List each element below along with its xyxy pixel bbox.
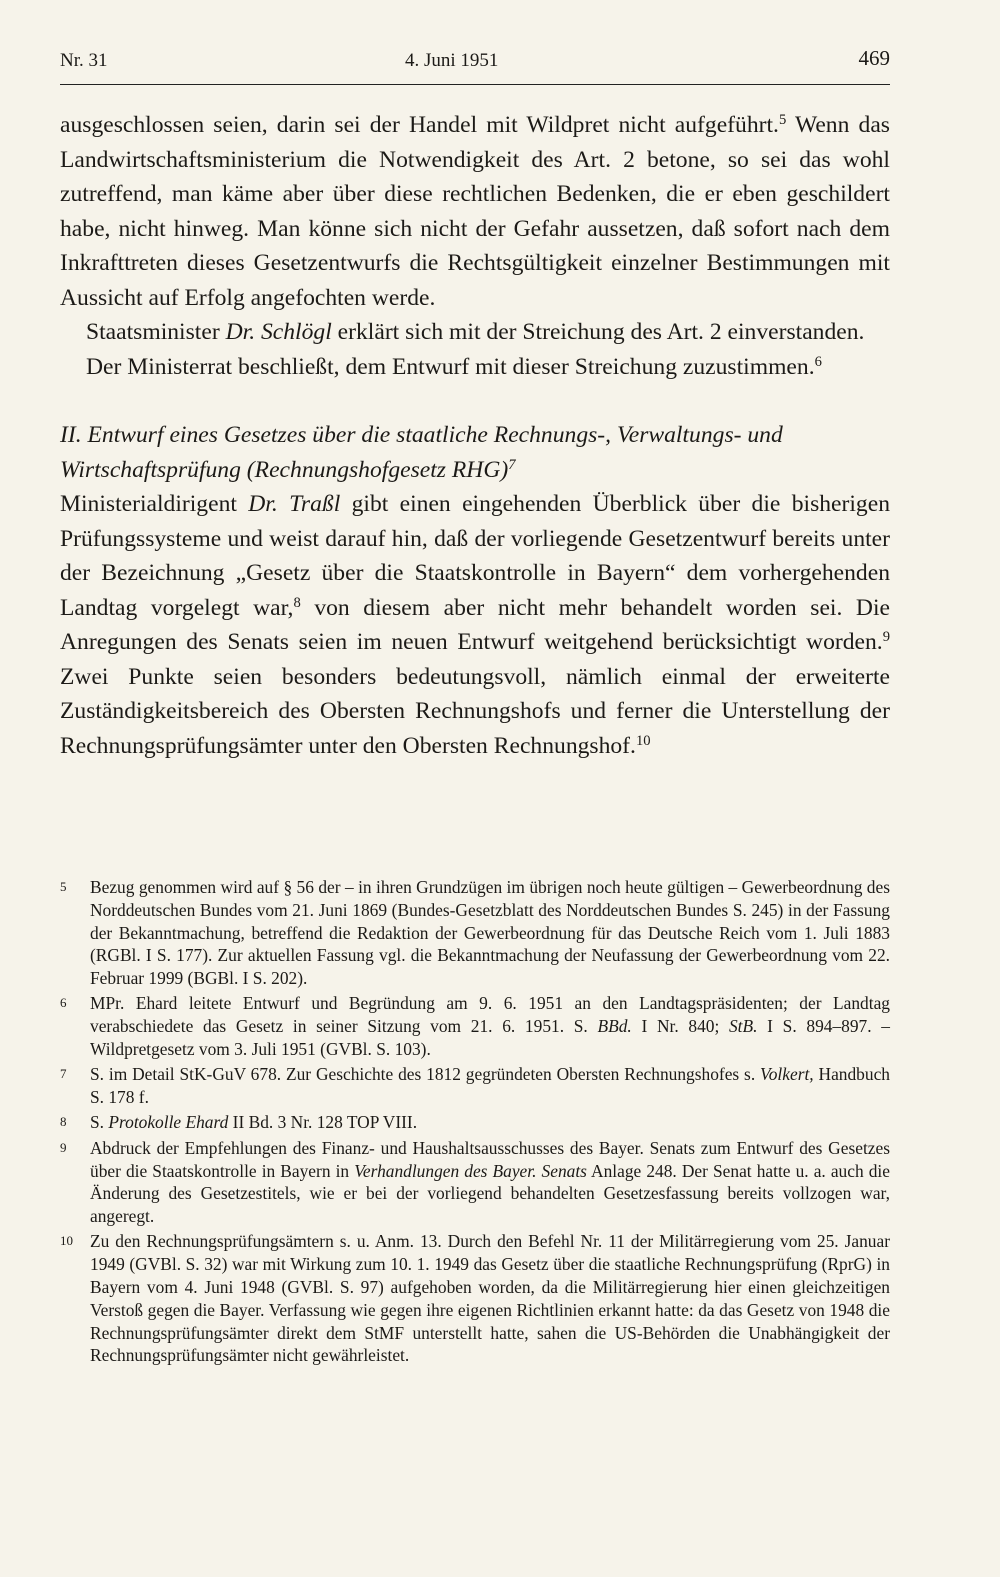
paragraph-1 [60, 108, 890, 315]
footnote-8 [60, 1111, 890, 1134]
footnote-7 [60, 1063, 890, 1109]
footnote-number: 9 [60, 1139, 67, 1155]
footnote-text: I Nr. 840; [631, 1016, 729, 1037]
footnote-author: Volkert, [760, 1064, 814, 1085]
footnote-text: Abdruck der Empfehlungen des Finanz- und Haushaltsausschusses des Bayer. Senats zum Entwurf des Gesetzes über die Staatskontrolle in Bayern in [90, 1137, 890, 1181]
footnote-text: II Bd. 3 Nr. 128 TOP VIII. [228, 1112, 418, 1133]
footnote-ref-5[interactable]: 5 [778, 111, 787, 128]
footnote-text: S. im Detail StK-GuV 678. Zur Geschichte des 1812 gegründeten Obersten Rechnungshofes s. [90, 1064, 761, 1085]
footnote-5 [60, 876, 890, 990]
paragraph-text: ausgeschlossen seien, darin sei der Handel mit Wildpret nicht aufgeführt. [60, 112, 779, 138]
running-header [60, 44, 890, 85]
footnote-number: 8 [60, 1114, 67, 1130]
footnote-source-title: Protokolle Ehard [108, 1112, 229, 1133]
footnote-ref-10[interactable]: 10 [635, 732, 651, 749]
paragraph-text: Wenn das Landwirtschaftsministerium die Notwendigkeit des Art. 2 betone, so sei das wohl zutreffend, man käme aber über diese rechtlichen Bedenken, die er eben geschildert habe, nicht hinweg. Man könne sich nicht der Gefahr aussetzen, daß sofort nach dem Inkrafttreten dieses Gesetzentwurfs die Rechtsgültigkeit einzelner Bestimmungen mit Aussicht auf Erfolg angefochten werde. [60, 112, 890, 311]
footnote-ref-6[interactable]: 6 [814, 353, 822, 370]
section-heading [60, 418, 890, 487]
footnote-text: Zu den Rechnungsprüfungsämtern s. u. Anm. 13. Durch den Befehl Nr. 11 der Militärregierung vom 25. Januar 1949 (GVBl. S. 32) war mit Wirkung zum 10. 1. 1949 das Gesetz über die staatliche Rechnungsprüfung (RprG) in Bayern vom 4. Juni 1948 (GVBl. S. 97) aufgehoben worden, da die Militärregierung hier einen gleichzeitigen Verstoß gegen die Bayer. Verfassung wie gegen ihre eigenen Richtlinien erkannt hatte: da das Gesetz von 1948 die Rechnungsprüfungsämter direkt dem StMF unterstellt hatte, sahen die US-Behörden die Unabhängigkeit der Rechnungsprüfungsämter nicht gewährleistet. [90, 1231, 890, 1366]
main-text [60, 108, 890, 763]
speaker-name: Dr. Traßl [248, 491, 341, 517]
footnote-text: S. [90, 1112, 109, 1133]
paragraph-text: Der Ministerrat beschließt, dem Entwurf mit dieser Streichung zuzustimmen. [86, 353, 815, 380]
footnote-9 [60, 1137, 890, 1228]
footnote-text: Anlage 248. Der Senat hatte u. a. auch die Änderung des Gesetzestitels, wie er bei der vorliegend behandelten Gesetzesfassung bereits vollzogen war, angeregt. [90, 1160, 890, 1227]
paragraph-2 [60, 315, 890, 350]
footnotes [60, 876, 890, 1370]
footnote-ref-9[interactable]: 9 [882, 628, 890, 645]
footnote-abbrev: BBd. [597, 1016, 632, 1037]
footnote-ref-7[interactable]: 7 [508, 456, 516, 473]
footnote-number: 7 [60, 1066, 67, 1082]
footnote-number: 6 [60, 995, 67, 1011]
paragraph-text: gibt einen eingehenden Überblick über die bisherigen Prüfungssysteme und weist darauf hin, daß der vorliegende Gesetzentwurf bereits unter der Bezeichnung „Gesetz über die Staatskontrolle in Bayern“ dem vorhergehenden Landtag vorgelegt war, [60, 491, 890, 621]
footnote-text: Bezug genommen wird auf § 56 der – in ihren Grundzügen im übrigen noch heute gültigen – Gewerbeordnung des Norddeutschen Bundes vom 21. Juni 1869 (Bundes-Gesetzblatt des Norddeutschen Bundes S. 245) in der Fassung der Bekanntmachung, betreffend die Redaktion der Gewerbeordnung für das Deutsche Reich vom 1. Juli 1883 (RGBl. I S. 177). Zur aktuellen Fassung vgl. die Bekanntmachung der Neufassung der Gewerbeordnung vom 22. Februar 1999 (BGBl. I S. 202). [90, 877, 890, 989]
footnote-abbrev: StB. [728, 1016, 758, 1037]
header-date: 4. Juni 1951 [405, 50, 499, 71]
speaker-name: Dr. Schlögl [225, 319, 332, 345]
footnote-text: MPr. Ehard leitete Entwurf und Begründung am 9. 6. 1951 an den Landtagspräsidenten; der Landtag verabschiedete das Gesetz in seiner Sitzung vom 21. 6. 1951. S. [90, 993, 890, 1037]
paragraph-text: Ministerialdirigent [60, 491, 249, 517]
document-number: Nr. 31 [60, 50, 108, 71]
paragraph-text: von diesem aber nicht mehr behandelt worden sei. Die Anregungen des Senats seien im neuen Entwurf weitgehend berücksichtigt worden. [60, 594, 890, 655]
paragraph-text: erklärt sich mit der Streichung des Art. 2 einverstanden. [331, 319, 865, 345]
page-number: 469 [858, 46, 890, 70]
footnote-text: I S. 894–897. – Wildpretgesetz vom 3. Juli 1951 (GVBl. S. 103). [90, 1016, 890, 1060]
paragraph-4 [60, 487, 890, 763]
paragraph-text: Zwei Punkte seien besonders bedeutungsvoll, nämlich einmal der erweiterte Zuständigkeitsbereich des Obersten Rechnungshofs und ferner die Unterstellung der Rechnungsprüfungsämter unter den Obersten Rechnungshof. [60, 663, 890, 759]
footnote-text: Handbuch S. 178 f. [90, 1064, 890, 1108]
footnote-source-title: Verhandlungen des Bayer. Senats [354, 1160, 587, 1181]
footnote-6 [60, 992, 890, 1060]
paragraph-text: Staatsminister [86, 319, 226, 345]
heading-text: II. Entwurf eines Gesetzes über die staatliche Rechnungs-, Verwaltungs- und Wirtschaftsprüfung (Rechnungshofgesetz RHG) [60, 422, 783, 483]
footnote-number: 5 [60, 879, 67, 894]
footnote-ref-8[interactable]: 8 [293, 594, 301, 611]
paragraph-3 [60, 350, 890, 385]
footnote-number: 10 [60, 1233, 73, 1249]
footnote-10 [60, 1230, 890, 1367]
